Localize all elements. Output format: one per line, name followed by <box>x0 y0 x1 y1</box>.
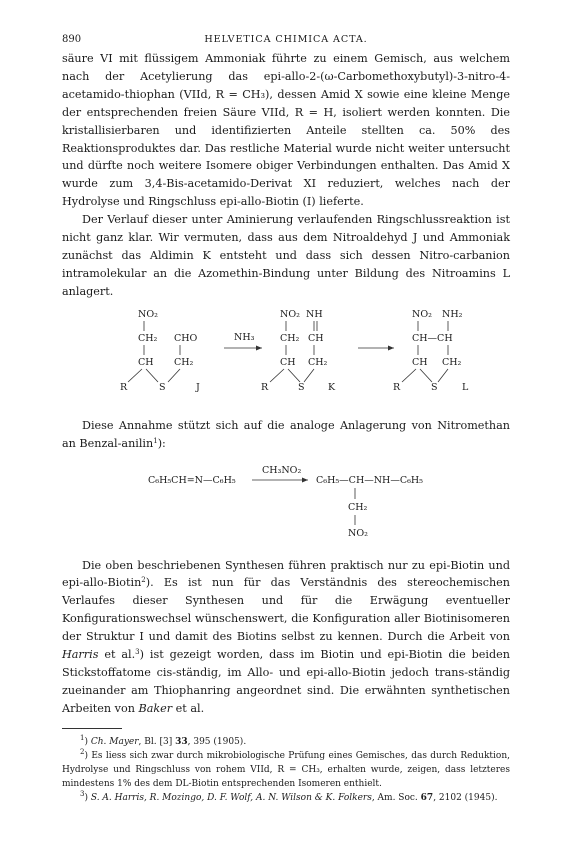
footnote-authors: S. A. Harris, R. Mozingo, D. F. Wolf, A. N. Wilson & K. Folkers <box>90 792 372 803</box>
footnote-author: Ch. Mayer <box>90 736 139 747</box>
l-label: L <box>462 381 469 393</box>
footnote-ref-3: 3 <box>135 648 140 657</box>
paragraph-1: säure VI mit flüssigem Ammoniak führte zu einem Gemisch, aus welchem nach der Acetylierung das epi-allo-2-(ω-Carbomethoxybutyl)-3-nitro-4-acetamido-thiophan (VIId, R = CH₃), dessen Amid X sowie eine kleine Menge der entsprechenden freien Säure VIId, R = H, isoliert werden konnten. Die kristallisierbaren und identifizierten Anteile stellten ca. 50% des Reaktionsproduktes dar. Das restliche Material wurde nicht weiter untersucht und dürfte noch weitere Isomere obiger Verbindungen enthalten. Das Amid X wurde zum 3,4-Bis-acetamido-Derivat XI reduziert, welches nach der Hydrolyse und Ringschluss epi-allo-Biotin (I) lieferte. <box>62 52 510 209</box>
reagent-nh3: NH₃ <box>234 331 255 343</box>
compound-l <box>393 309 469 393</box>
eq-ch2: CH₂ <box>348 501 368 513</box>
eq-reactant: C₆H₅CH=N—C₆H₅ <box>148 474 236 486</box>
j-no2: NO₂ <box>138 308 158 320</box>
k-ch: CH <box>280 356 296 368</box>
footnote-rest: , 395 (1905). <box>187 736 247 747</box>
author-baker: Baker <box>138 701 173 715</box>
journal-title: HELVETICA CHIMICA ACTA. <box>204 34 368 45</box>
compound-j <box>120 309 200 393</box>
reaction-scheme-svg <box>62 307 510 417</box>
compound-k <box>261 309 336 393</box>
k-no2: NO₂ <box>280 308 300 320</box>
arrow-2 <box>358 345 394 350</box>
l-no2: NO₂ <box>412 308 432 320</box>
k-label: K <box>328 381 336 393</box>
l-nh2: NH₂ <box>442 308 463 320</box>
eq-reagent: CH₃NO₂ <box>262 464 302 476</box>
page-header <box>62 34 510 50</box>
paragraph-3-text: Diese Annahme stützt sich auf die analoge Anlagerung von Nitromethan an Benzal-anilin <box>62 418 510 450</box>
paragraph-4-text: et al. <box>98 648 136 662</box>
footnote-journal: , Bl. [3] <box>138 736 176 747</box>
eq-no2: NO₂ <box>348 527 368 539</box>
k-nh: NH <box>306 308 323 320</box>
footnote-2: $^2$) Es liess sich zwar durch mikrobiologische Prüfung eines Gemisches, das durch Reduktion, Hydrolyse und Ringschluss von rohem VIId, R = CH₃, erhalten wurde, zeigen, dass letzteres mindestens 1% des dem DL-Biotin entsprechenden Isomeren enthielt. <box>62 747 510 789</box>
footnote-divider <box>62 728 122 729</box>
j-ch2-b: CH₂ <box>174 356 194 368</box>
l-ch-ch: CH—CH <box>412 332 453 344</box>
k-r: R <box>261 381 269 393</box>
page <box>62 34 510 805</box>
footnote-volume: 33 <box>175 736 188 747</box>
page-number: 890 <box>62 34 82 45</box>
footnote-3: $^3$) S. A. Harris, R. Mozingo, D. F. Wolf, A. N. Wilson & K. Folkers, Am. Soc. 67, 2102 (1945). <box>80 789 498 803</box>
footnote-mark: 3 <box>80 789 85 798</box>
j-s: S <box>159 381 166 393</box>
paragraph-3 <box>62 417 510 453</box>
footnote-mark: 1 <box>80 733 85 742</box>
k-s: S <box>298 381 305 393</box>
l-ch: CH <box>412 356 428 368</box>
k-ch: CH <box>308 332 324 344</box>
paragraph-4-text: et al. <box>172 701 205 715</box>
paragraph-4-text: ). Es ist nun für das Verständnis des stereochemischen Verlaufes dieser Synthesen und für die Erwägung eventueller Konfigurationswechsel wünschenswert, die Konfiguration aller Biotinisomeren der Struktur I und damit des Biotins selbst zu kennen. Durch die Arbeit von <box>62 576 510 644</box>
j-ch2: CH₂ <box>138 332 158 344</box>
footnote-mark: 2 <box>80 747 85 756</box>
footnote-journal: , Am. Soc. <box>371 792 421 803</box>
paragraph-4-text: ) ist gezeigt worden, dass im Biotin und epi-Biotin die beiden Stickstoffatome cis-ständig, im Allo- und epi-allo-Biotin jedoch trans-ständig zueinander am Thiophanring angeordnet sind. Die erwähnten synthetischen Arbeiten von <box>62 648 510 715</box>
arrow-1 <box>224 332 262 351</box>
k-ch2-b: CH₂ <box>308 356 328 368</box>
paragraph-4-text: Die oben beschriebenen Synthesen führen praktisch nur zu epi-Biotin und epi-allo-Biotin <box>62 558 510 590</box>
author-harris: Harris <box>62 648 99 662</box>
eq-product: C₆H₅—CH—NH—C₆H₅ <box>316 474 423 486</box>
nitromethane-equation <box>62 453 510 557</box>
j-r: R <box>120 381 128 393</box>
j-label: J <box>196 381 200 393</box>
footnote-text: Es liess sich zwar durch mikrobiologische Prüfung eines Gemisches, das durch Reduktion, Hydrolyse und Ringschluss von rohem VIId, R = CH₃, erhalten wurde, zeigen, dass letzteres mindestens 1% des dem DL-Biotin entsprechenden Isomeren enthielt. <box>62 750 510 789</box>
k-ch2: CH₂ <box>280 332 300 344</box>
paragraph-4 <box>62 557 510 718</box>
j-cho: CHO <box>174 332 198 344</box>
footnote-rest: , 2102 (1945). <box>433 792 498 803</box>
footnote-volume: 67 <box>420 792 434 803</box>
equation-svg <box>62 453 510 557</box>
l-r: R <box>393 381 401 393</box>
footnote-ref-2: 2 <box>141 576 146 585</box>
footnote-ref-1: 1 <box>153 436 158 445</box>
j-ch: CH <box>138 356 154 368</box>
footnote-1: $^1$) Ch. Mayer, Bl. [3] 33, 395 (1905). <box>80 733 247 747</box>
paragraph-3-end: ): <box>157 436 166 450</box>
paragraph-2: Der Verlauf dieser unter Aminierung verlaufenden Ringschlussreaktion ist nicht ganz klar. Wir vermuten, dass aus dem Nitroaldehyd J und Ammoniak zunächst das Aldimin K entsteht und dass sich dessen Nitro-carbanion intramolekular an die Azomethin-Bindung unter Bildung des Nitroamins L anlagert. <box>62 213 510 298</box>
reaction-scheme <box>62 307 510 417</box>
l-ch2: CH₂ <box>442 356 462 368</box>
l-s: S <box>431 381 438 393</box>
